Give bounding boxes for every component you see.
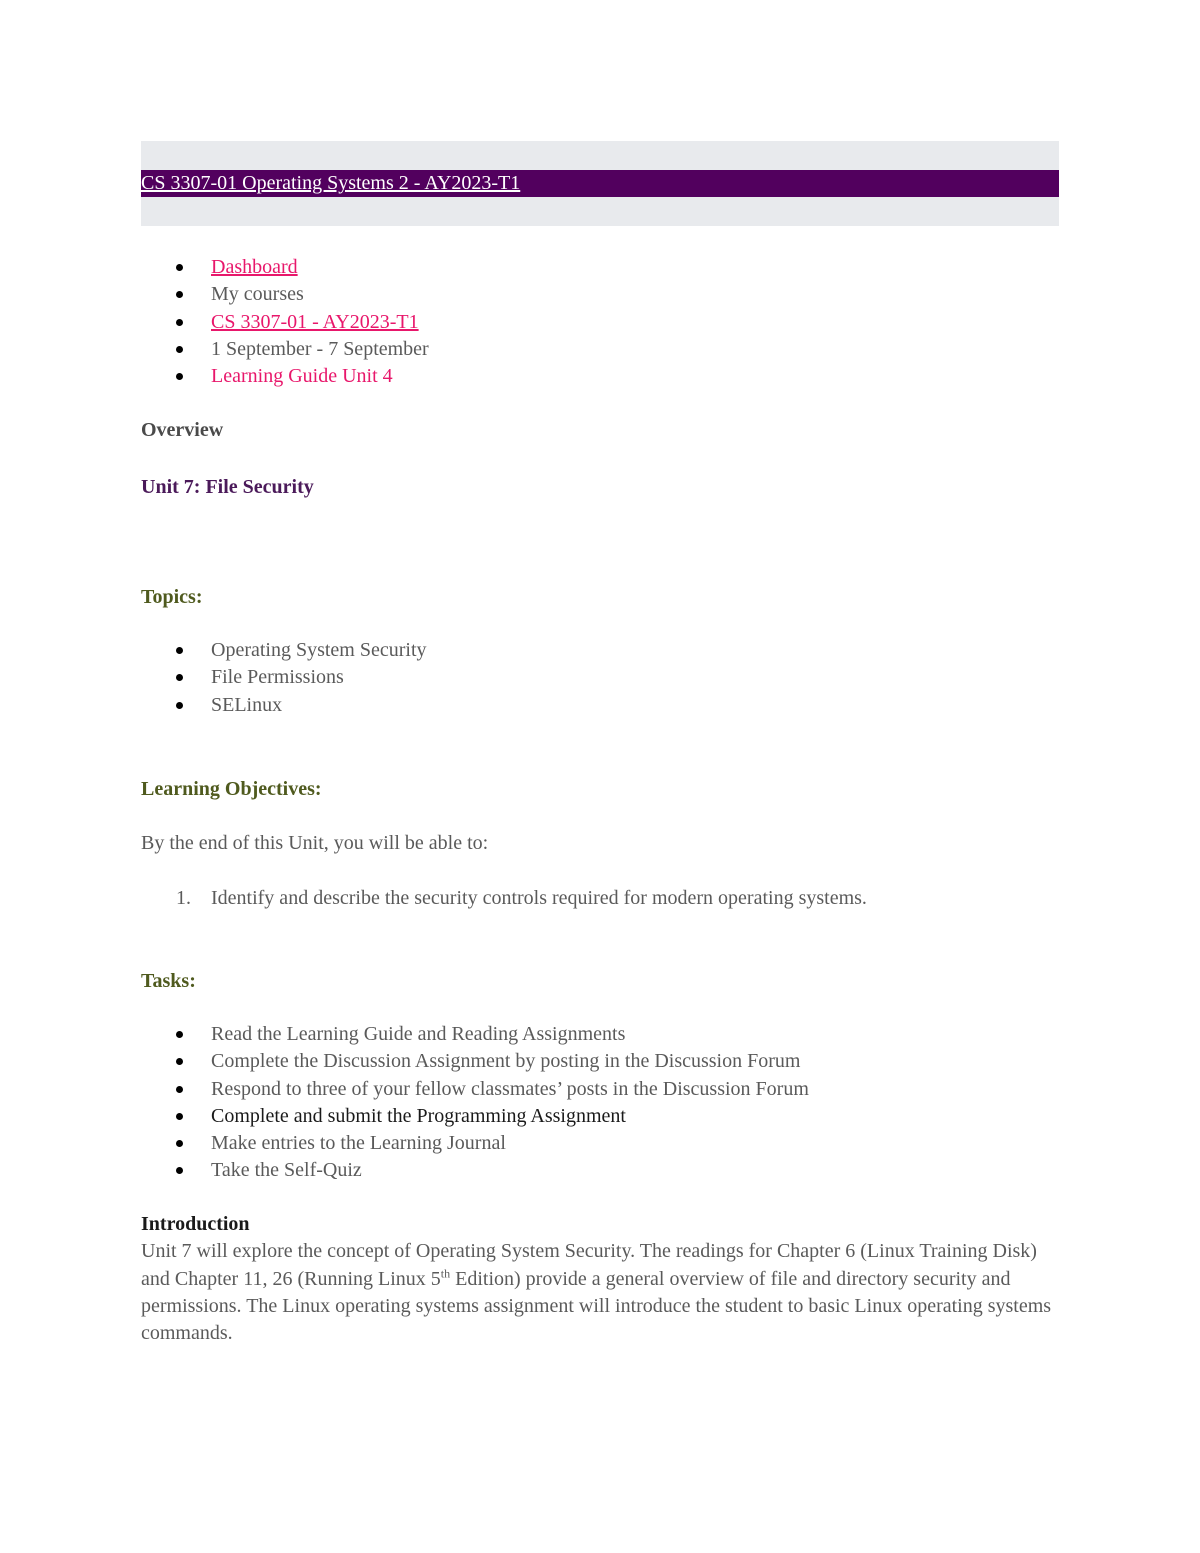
task-text: Read the Learning Guide and Reading Assignments <box>211 1023 626 1045</box>
introduction-text-part1: Unit 7 will explore the concept of Operating System Security. The readings for Chapter 6 (Linux Training Disk) and Chapter 11, 26 (Running Linux 5 <box>141 1240 1037 1290</box>
list-number: 1. <box>176 887 191 909</box>
list-item <box>141 1103 809 1130</box>
breadcrumb-learning-guide-link[interactable]: Learning Guide Unit 4 <box>211 365 393 388</box>
list-item <box>141 692 427 719</box>
topics-list <box>141 637 427 719</box>
overview-heading: Overview <box>141 419 224 441</box>
course-banner <box>141 141 1059 226</box>
breadcrumb-item[interactable] <box>141 363 429 390</box>
list-item <box>141 664 427 691</box>
breadcrumb-item <box>141 281 429 308</box>
list-item <box>141 1048 809 1075</box>
introduction-text <box>141 1240 1051 1344</box>
list-item <box>141 1157 809 1184</box>
unit-title: Unit 7: File Security <box>141 476 314 498</box>
introduction-heading: Introduction <box>141 1213 250 1235</box>
list-item <box>141 1021 809 1048</box>
breadcrumb-item <box>141 336 429 363</box>
breadcrumb-item[interactable] <box>141 254 429 281</box>
topic-text: SELinux <box>211 693 283 716</box>
list-item <box>141 1076 809 1103</box>
task-text: Make entries to the Learning Journal <box>211 1132 506 1155</box>
breadcrumb-course-link[interactable]: CS 3307-01 - AY2023-T1 <box>211 310 419 333</box>
breadcrumb <box>141 254 429 390</box>
breadcrumb-dashboard-link[interactable]: Dashboard <box>211 256 298 278</box>
topic-text: File Permissions <box>211 666 344 689</box>
breadcrumb-item[interactable] <box>141 309 429 336</box>
task-text: Complete the Discussion Assignment by posting in the Discussion Forum <box>211 1050 801 1073</box>
task-text: Respond to three of your fellow classmates’ posts in the Discussion Forum <box>211 1077 809 1100</box>
objectives-heading: Learning Objectives: <box>141 778 322 800</box>
course-banner-bar <box>141 170 1059 197</box>
breadcrumb-my-courses: My courses <box>211 283 304 306</box>
list-item <box>141 637 427 664</box>
tasks-heading: Tasks: <box>141 970 196 992</box>
course-title-link[interactable]: CS 3307-01 Operating Systems 2 - AY2023-T1 <box>141 172 521 194</box>
list-item <box>141 1130 809 1157</box>
superscript: th <box>440 1265 451 1280</box>
topic-text: Operating System Security <box>211 639 427 661</box>
tasks-list <box>141 1021 809 1185</box>
introduction-text-part2: Edition) provide a general overview of file and directory security and permissions. The Linux operating systems assignment will introduce the student to basic Linux operating systems commands. <box>141 1267 1052 1345</box>
topics-heading: Topics: <box>141 586 203 608</box>
task-text: Complete and submit the Programming Assignment <box>211 1104 626 1127</box>
introduction-section <box>141 1211 1059 1347</box>
task-text: Take the Self-Quiz <box>211 1159 362 1182</box>
objectives-intro: By the end of this Unit, you will be able to: <box>141 832 489 854</box>
objective-text: Identify and describe the security controls required for modern operating systems. <box>211 887 867 909</box>
breadcrumb-week: 1 September - 7 September <box>211 337 429 360</box>
